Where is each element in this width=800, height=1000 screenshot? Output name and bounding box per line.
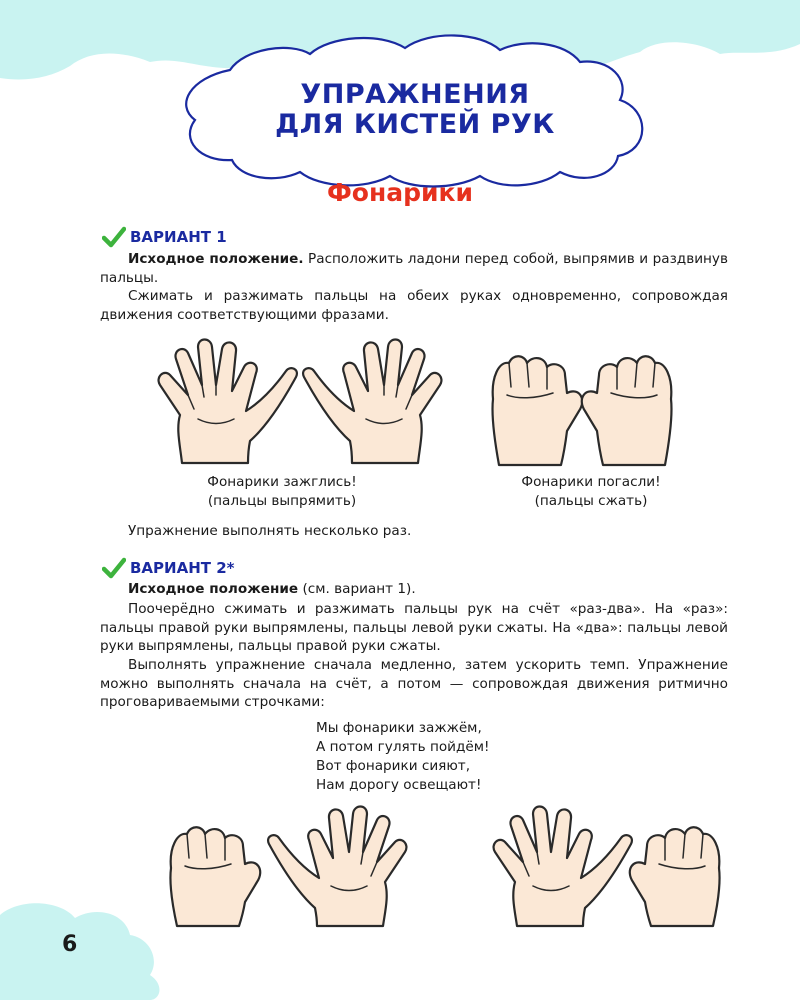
variant1-heading (102, 226, 227, 248)
poem (316, 719, 489, 795)
left-fist (170, 827, 260, 926)
variant2-instruction1-text: Поочерёдно сжимать и разжимать пальцы рук на счёт «раз-два». На «раз»: пальцы правой руки выпрямлены, пальцы левой руки сжаты. На «два»: пальцы левой руки выпрямлены, пальцы правой руки сжаты. (100, 601, 728, 654)
open-hand-and-fist-illustration (485, 800, 725, 928)
open-hands-illustration (150, 333, 450, 468)
bottom-cloud (0, 903, 159, 1000)
variant2-instruction2-text: Выполнять упражнение сначала медленно, затем ускорить темп. Упражнение можно выполнять сначала на счёт, а потом — сопровождая движения ритмично проговариваемыми строчками: (100, 657, 728, 710)
page-number: 6 (62, 932, 78, 957)
variant2-heading-label: ВАРИАНТ 2* (130, 559, 235, 577)
variant1-instruction (100, 287, 728, 324)
poem-line: Мы фонарики зажжём, (316, 720, 482, 736)
caption-lights-on-line1: Фонарики зажглись! (207, 474, 357, 490)
right-open-hand (303, 340, 441, 464)
caption-lights-off-line1: Фонарики погасли! (521, 474, 661, 490)
caption-lights-on (172, 473, 392, 511)
right-fist (582, 356, 672, 465)
variant2-start-position (100, 580, 728, 599)
caption-lights-on-line2: (пальцы выпрямить) (207, 493, 357, 509)
poem-line: Вот фонарики сияют, (316, 758, 471, 774)
variant1-heading-label: ВАРИАНТ 1 (130, 228, 227, 246)
variant2-start-label: Исходное положение (128, 581, 299, 597)
variant1-instruction-text: Сжимать и разжимать пальцы на обеих руках одновременно, сопровождая движения соответствующими фразами. (100, 288, 728, 323)
caption-lights-off-line2: (пальцы сжать) (534, 493, 648, 509)
closed-fists-illustration (487, 347, 677, 467)
section-title-line1: УПРАЖНЕНИЯ (300, 79, 530, 110)
left-open-hand (159, 340, 297, 464)
section-title-line2: ДЛЯ КИСТЕЙ РУК (275, 109, 555, 140)
left-open-hand (494, 807, 632, 927)
left-fist (492, 356, 582, 465)
variant2-start-text: (см. вариант 1). (302, 581, 416, 597)
variant1-start-label: Исходное положение. (128, 251, 304, 267)
variant1-start-position (100, 250, 728, 287)
right-fist (630, 827, 720, 926)
poem-line: А потом гулять пойдём! (316, 739, 490, 755)
checkmark-icon (102, 557, 126, 579)
variant1-start-text: Расположить ладони перед собой, выпрямив и раздвинув пальцы. (100, 251, 728, 286)
section-title (200, 80, 630, 140)
caption-lights-off (481, 473, 701, 511)
exercise-title: Фонарики (326, 178, 473, 207)
fist-and-open-hand-illustration (165, 800, 415, 928)
variant2-instruction1 (100, 600, 728, 656)
checkmark-icon (102, 226, 126, 248)
right-open-hand (268, 807, 406, 927)
variant1-repeat-text: Упражнение выполнять несколько раз. (128, 523, 412, 539)
poem-line: Нам дорогу освещают! (316, 777, 482, 793)
variant2-instruction2 (100, 656, 728, 712)
variant2-heading (102, 557, 235, 579)
variant1-repeat (100, 522, 728, 541)
